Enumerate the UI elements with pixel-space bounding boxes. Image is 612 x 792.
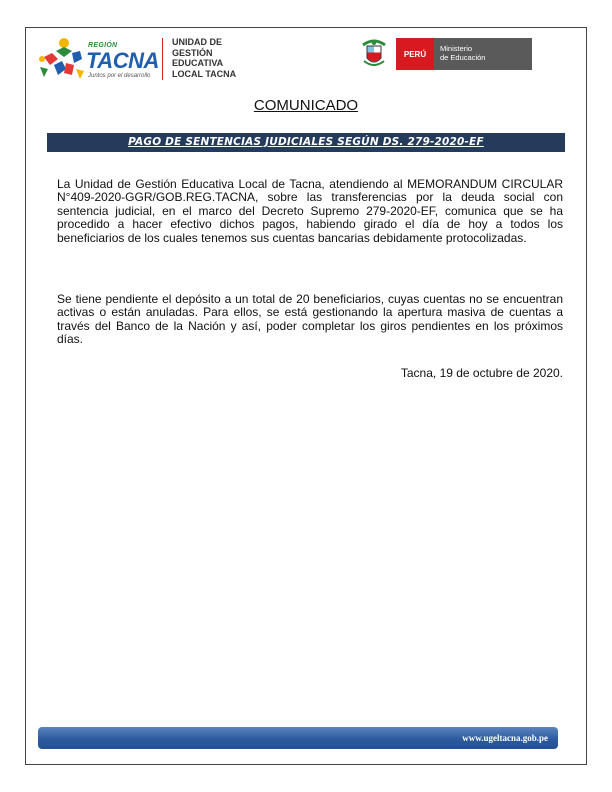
ministerio-label-box [434,38,532,70]
ugel-name [172,37,262,79]
region-label: REGIÓN [88,42,118,49]
subject-banner [47,133,565,152]
peru-coat-of-arms-icon [360,39,388,69]
footer-website-link[interactable]: www.ugeltacna.gob.pe [462,733,548,743]
minedu-logo [360,38,532,70]
ministerio-line: de Educación [440,52,486,62]
tacna-tagline: Juntos por el desarrollo [88,73,151,79]
subject-text: PAGO DE SENTENCIAS JUDICIALES SEGÚN DS. 279-2020-EF [128,136,484,148]
region-tacna-logo [36,37,159,85]
ugel-name-line: LOCAL TACNA [172,68,237,79]
tacna-logo-mark-icon [36,37,86,83]
ugel-name-line: GESTIÓN [172,47,213,58]
ministerio-line: Ministerio [440,44,473,53]
ugel-name-line: EDUCATIVA [172,58,224,68]
date-line: Tacna, 19 de octubre de 2020. [400,366,563,380]
ugel-name-line: UNIDAD DE [172,37,223,47]
footer-bar [38,727,558,749]
peru-label-box: PERÚ [396,38,434,70]
document-title: COMUNICADO [253,97,359,114]
header-divider [162,38,163,80]
body-paragraph: La Unidad de Gestión Educativa Local de Tacna, atendiendo al MEMORANDUM CIRCULAR N°409-2020-GGR/GOB.REG.TACNA, sobre las transferencias por la deuda social con sentencia judicial, en el marco del Decreto Supremo 279-2020-EF, comunica que se ha procedido a hacer efectivo dichos pagos, habiendo girado el día de hoy a todos los beneficiarios de los cuales tenemos sus cuentas bancarias debidamente protocolizadas. [57,177,563,245]
body-paragraph: Se tiene pendiente el depósito a un total de 20 beneficiarios, cuyas cuentas no se encuentran activas o están anuladas. Para ellos, se está gestionando la apertura masiva de cuentas a través del Banco de la Nación y así, poder completar los giros pendientes en los próximos días. [57,292,563,347]
tacna-wordmark: TACNA [86,48,159,73]
